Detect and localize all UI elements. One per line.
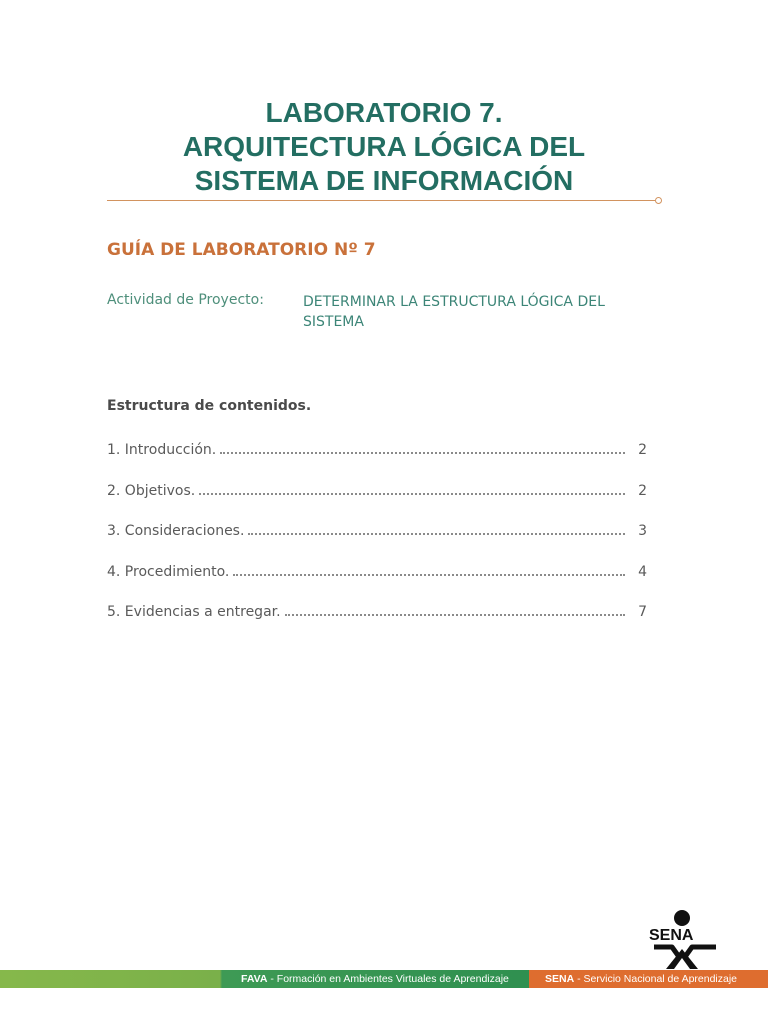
title-divider [107,200,655,201]
toc-item-label: 5. Evidencias a entregar. [107,604,281,620]
footer-fava-desc: - Formación en Ambientes Virtuales de Aprendizaje [267,973,509,985]
toc-page-number: 2 [638,482,647,499]
toc-item-label: 1. Introducción. [107,442,217,458]
sena-logo-text: SENA [649,927,694,944]
footer-sena-desc: - Servicio Nacional de Aprendizaje [574,973,738,985]
toc-page-number: 7 [638,604,647,620]
toc-page-number: 2 [638,442,647,458]
activity-value [303,292,683,332]
toc-item-label: 3. Consideraciones. [107,523,245,539]
guide-title: GUÍA DE LABORATORIO Nº 7 [107,240,376,260]
document-title-line: LABORATORIO 7. [265,97,503,128]
toc-page-number: 3 [638,523,647,539]
toc-item[interactable] [107,438,647,458]
toc-item-label: 2. Objetivos. [107,482,196,499]
sena-logo-icon [648,909,722,971]
title-divider-dot [655,197,662,204]
document-title [0,96,768,198]
toc-page-number: 4 [638,563,647,580]
activity-value-line: DETERMINAR LA ESTRUCTURA LÓGICA DEL [303,294,605,310]
footer-bar [0,970,768,988]
footer-sena-abbr: SENA [545,973,575,985]
footer-sena-text [545,970,737,988]
footer-fava-text [241,970,509,988]
toc-item[interactable] [107,519,647,539]
toc-item[interactable] [107,560,647,580]
toc-dot-leader [220,452,625,454]
toc-item-label: 4. Procedimiento. [107,563,230,580]
table-of-contents [107,438,647,641]
activity-value-line: SISTEMA [303,314,364,330]
footer-fava-abbr: FAVA [241,973,268,985]
document-title-line: ARQUITECTURA LÓGICA DEL [182,131,586,162]
toc-dot-leader [248,533,625,535]
toc-item[interactable] [107,600,647,620]
toc-dot-leader [199,493,625,495]
toc-dot-leader [233,574,625,576]
toc-item[interactable] [107,479,647,499]
toc-heading: Estructura de contenidos. [107,398,312,414]
document-title-line: SISTEMA DE INFORMACIÓN [194,165,574,196]
toc-dot-leader [285,614,625,616]
activity-label: Actividad de Proyecto: [107,292,264,308]
